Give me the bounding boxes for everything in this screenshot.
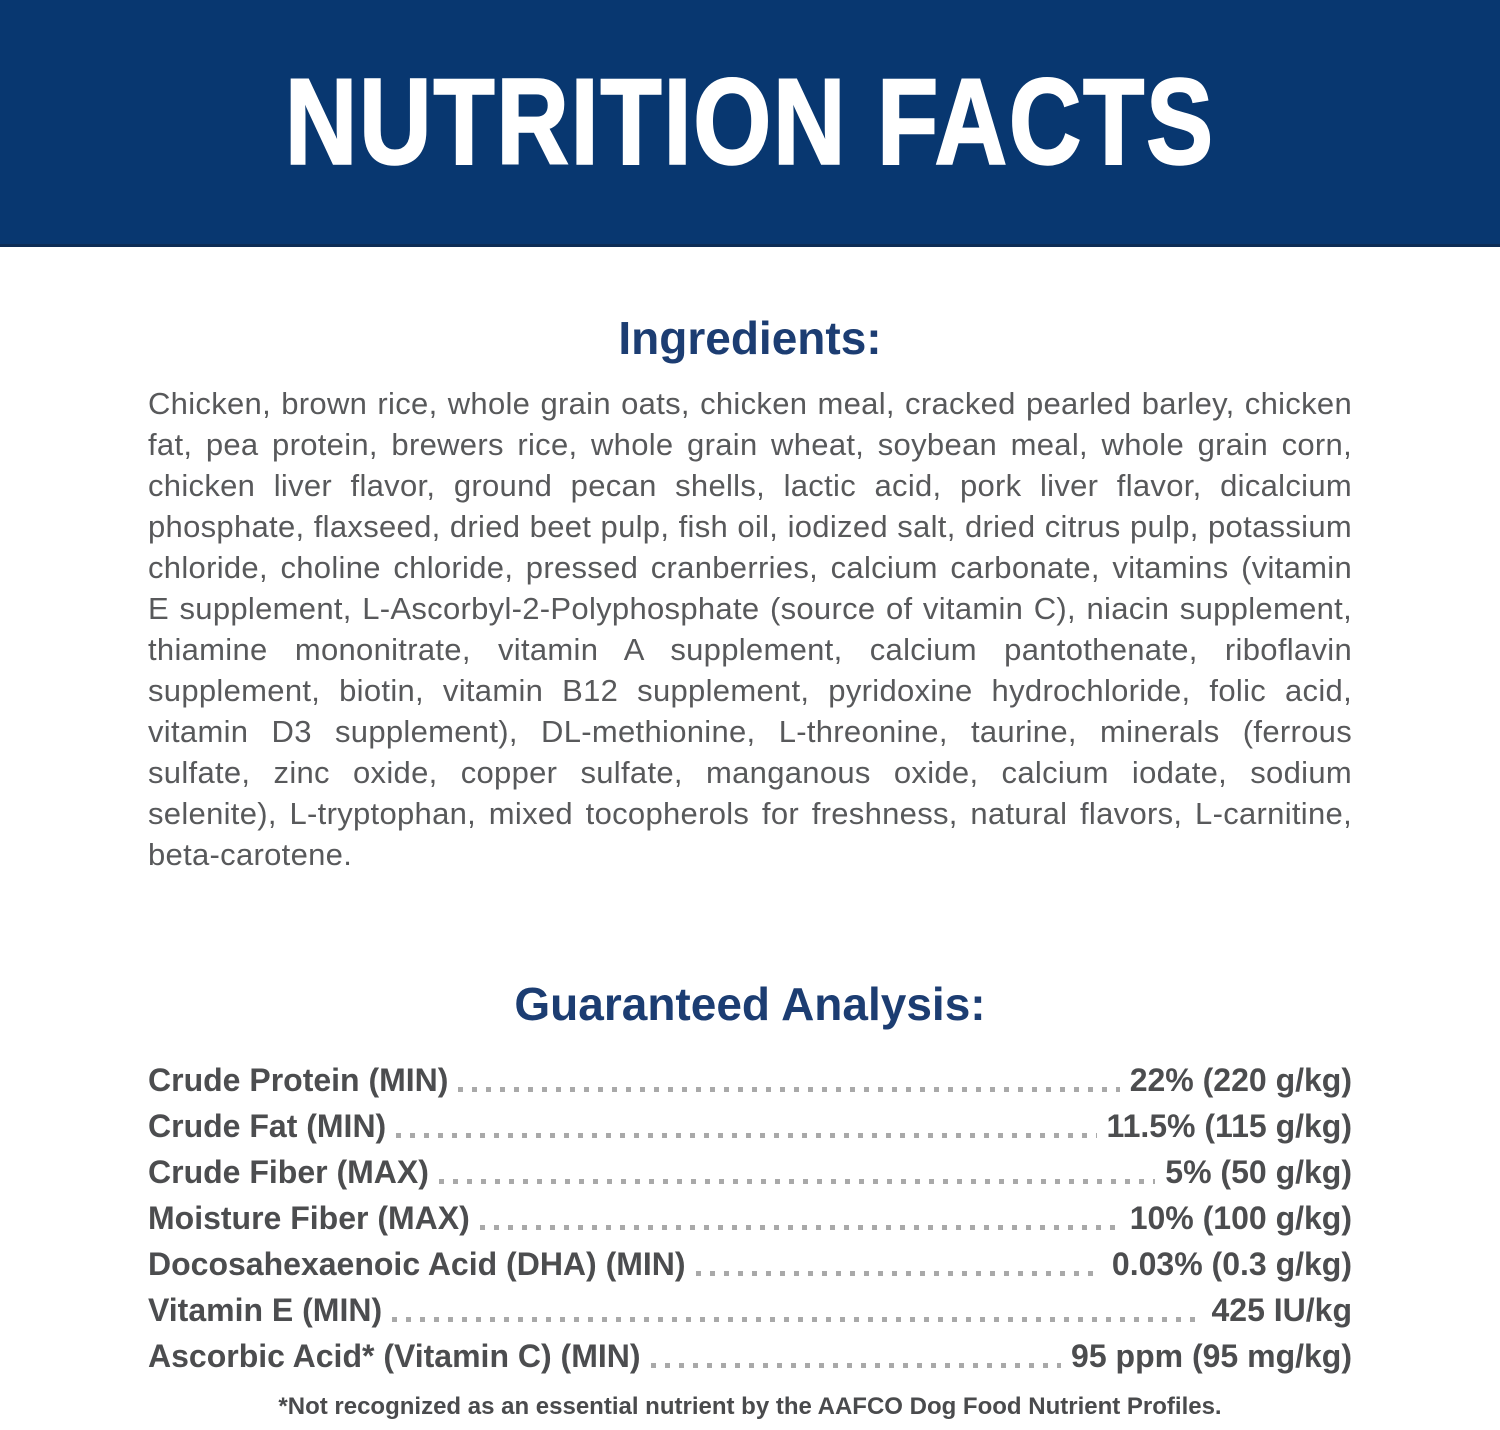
ingredients-heading: Ingredients: [618,312,882,364]
analysis-row [148,1195,1352,1241]
analysis-row-value: 425 IU/kg [1211,1292,1352,1328]
dotted-leader [651,1363,1062,1368]
analysis-rows [148,1057,1352,1379]
dotted-leader [392,1317,1201,1322]
analysis-row-value: 22% (220 g/kg) [1129,1062,1352,1098]
footnote: *Not recognized as an essential nutrient by the AAFCO Dog Food Nutrient Profiles. [278,1393,1222,1420]
analysis-row-value: 10% (100 g/kg) [1129,1200,1352,1236]
dotted-leader [396,1133,1096,1138]
analysis-row [148,1287,1352,1333]
analysis-row-value: 11.5% (115 g/kg) [1106,1108,1352,1144]
analysis-row [148,1149,1352,1195]
analysis-row-label: Crude Protein (MIN) [148,1062,449,1098]
dotted-leader [439,1179,1155,1184]
analysis-row-label: Docosahexaenoic Acid (DHA) (MIN) [148,1246,686,1282]
guaranteed-analysis-section [148,875,1352,1379]
analysis-row [148,1241,1352,1287]
guaranteed-analysis-heading: Guaranteed Analysis: [514,978,986,1030]
page-title: NUTRITION FACTS [285,53,1215,190]
analysis-row [148,1057,1352,1103]
analysis-row-label: Vitamin E (MIN) [148,1292,383,1328]
analysis-row-value: 0.03% (0.3 g/kg) [1111,1246,1352,1282]
ingredients-text: Chicken, brown rice, whole grain oats, chicken meal, cracked pearled barley, chicken fat, pea protein, brewers rice, whole grain wheat, soybean meal, whole grain corn, chicken liver flavor, ground pecan shells, lactic acid, pork liver flavor, dicalcium phosphate, flaxseed, dried beet pulp, fish oil, iodized salt, dried citrus pulp, potassium chloride, choline chloride, pressed cranberries, calcium carbonate, vitamins (vitamin E supplement, L-Ascorbyl-2-Polyphosphate (source of vitamin C), niacin supplement, thiamine mononitrate, vitamin A supplement, calcium pantothenate, riboflavin supplement, biotin, vitamin B12 supplement, pyridoxine hydrochloride, folic acid, vitamin D3 supplement), DL-methionine, L-threonine, taurine, minerals (ferrous sulfate, zinc oxide, copper sulfate, manganous oxide, calcium iodate, sodium selenite), L-tryptophan, mixed tocopherols for freshness, natural flavors, L-carnitine, beta-carotene. [148,386,1352,872]
analysis-row-label: Ascorbic Acid* (Vitamin C) (MIN) [148,1338,641,1374]
header-banner [0,0,1500,247]
dotted-leader [696,1271,1102,1276]
ingredients-section [148,247,1352,875]
analysis-row [148,1333,1352,1379]
analysis-row-label: Crude Fiber (MAX) [148,1154,429,1190]
analysis-row-label: Moisture Fiber (MAX) [148,1200,470,1236]
dotted-leader [458,1087,1119,1092]
analysis-row-label: Crude Fat (MIN) [148,1108,387,1144]
dotted-leader [480,1225,1120,1230]
analysis-row-value: 95 ppm (95 mg/kg) [1071,1338,1352,1374]
analysis-row [148,1103,1352,1149]
analysis-row-value: 5% (50 g/kg) [1165,1154,1352,1190]
